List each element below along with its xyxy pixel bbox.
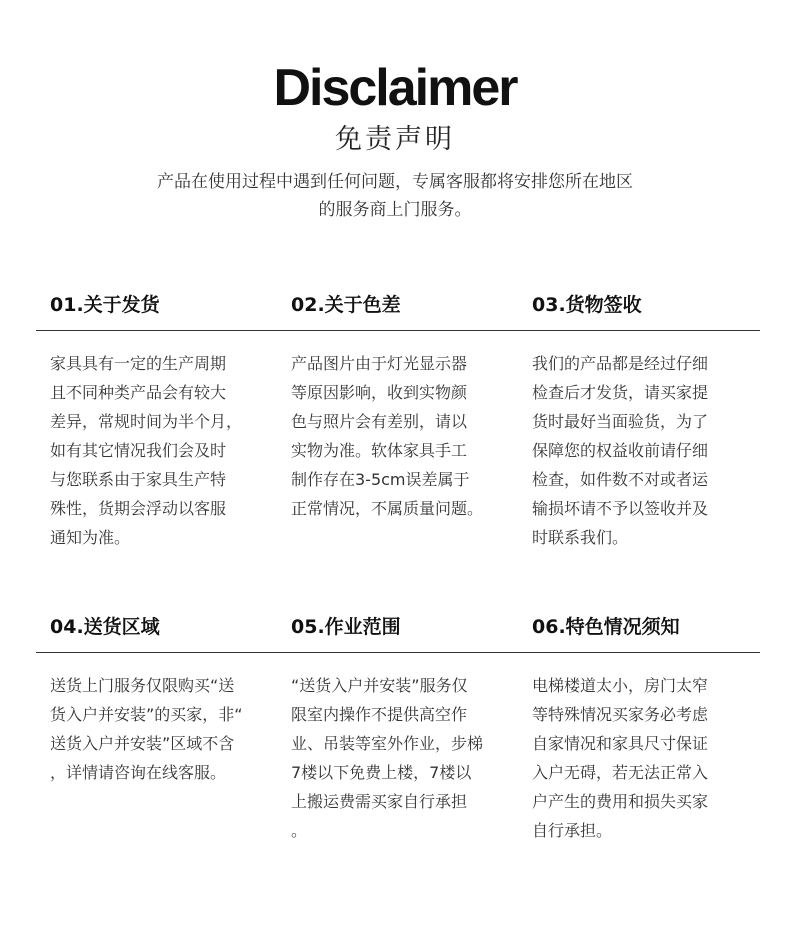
section-body-special-notes (518, 671, 759, 845)
section-body-receipt (518, 349, 759, 552)
body-line: 保障您的权益收前请仔细 (532, 441, 709, 460)
body-line: 上搬运费需买家自行承担 (291, 792, 468, 811)
body-line: ，详情请咨询在线客服。 (50, 763, 227, 782)
body-line: 检查后才发货，请买家提 (532, 383, 709, 402)
section-title-color-difference: 02.关于色差 (291, 294, 401, 316)
section-body-work-scope (277, 671, 518, 845)
title-english: Disclaimer (273, 59, 517, 117)
body-line: 送货入户并安装”区域不含 (50, 734, 235, 753)
body-line: 差异，常规时间为半个月， (50, 412, 243, 431)
body-line: 送货上门服务仅限购买“送 (50, 676, 235, 695)
section-body-color-difference (277, 349, 518, 552)
body-line: 我们的产品都是经过仔细 (532, 354, 709, 373)
body-line: 通知为准。 (50, 528, 131, 547)
title-chinese: 免责声明 (335, 124, 455, 155)
section-title-shipping: 01.关于发货 (50, 294, 160, 316)
body-line: 自家情况和家具尺寸保证 (532, 734, 709, 753)
body-line: 实物为准。软体家具手工 (291, 441, 468, 460)
body-line: 与您联系由于家具生产特 (50, 470, 227, 489)
section-title-delivery-area: 04.送货区域 (50, 616, 160, 638)
section-bodies-row-1 (36, 331, 760, 552)
body-line: 等原因影响，收到实物颜 (291, 383, 468, 402)
section-title-special-notes: 06.特色情况须知 (532, 616, 680, 638)
body-line: 自行承担。 (532, 821, 613, 840)
body-line: 家具具有一定的生产周期 (50, 354, 227, 373)
section-row-2 (36, 612, 760, 845)
body-line: 制作存在3-5cm误差属于 (291, 470, 470, 489)
body-line: 入户无碍，若无法正常入 (532, 763, 709, 782)
body-line: 检查，如件数不对或者运 (532, 470, 709, 489)
body-line: 货入户并安装”的买家，非“ (50, 705, 243, 724)
body-line: 7楼以下免费上楼，7楼以 (291, 763, 472, 782)
section-row-1 (36, 290, 760, 552)
section-bodies-row-2 (36, 653, 760, 845)
body-line: 如有其它情况我们会及时 (50, 441, 227, 460)
body-line: 殊性，货期会浮动以客服 (50, 499, 227, 518)
body-line: 正常情况，不属质量问题。 (291, 499, 484, 518)
body-line: 货时最好当面验货，为了 (532, 412, 709, 431)
body-line: 户产生的费用和损失买家 (532, 792, 709, 811)
intro-line: 的服务商上门服务。 (318, 200, 472, 220)
body-line: 等特殊情况买家务必考虑 (532, 705, 709, 724)
intro-line: 产品在使用过程中遇到任何问题，专属客服都将安排您所在地区 (157, 172, 633, 192)
section-body-delivery-area (36, 671, 277, 845)
body-line: 产品图片由于灯光显示器 (291, 354, 468, 373)
section-headings-row-2 (36, 612, 760, 653)
body-line: 且不同种类产品会有较大 (50, 383, 227, 402)
body-line: 。 (291, 821, 308, 840)
body-line: 时联系我们。 (532, 528, 629, 547)
body-line: 限室内操作不提供高空作 (291, 705, 468, 724)
body-line: “送货入户并安装”服务仅 (291, 676, 468, 695)
intro-text (0, 168, 790, 224)
body-line: 输损坏请不予以签收并及 (532, 499, 709, 518)
body-line: 色与照片会有差别，请以 (291, 412, 468, 431)
section-title-work-scope: 05.作业范围 (291, 616, 401, 638)
section-headings-row-1 (36, 290, 760, 331)
body-line: 业、吊装等室外作业，步梯 (291, 734, 484, 753)
body-line: 电梯楼道太小，房门太窄 (532, 676, 709, 695)
section-title-receipt: 03.货物签收 (532, 294, 642, 316)
section-body-shipping (36, 349, 277, 552)
